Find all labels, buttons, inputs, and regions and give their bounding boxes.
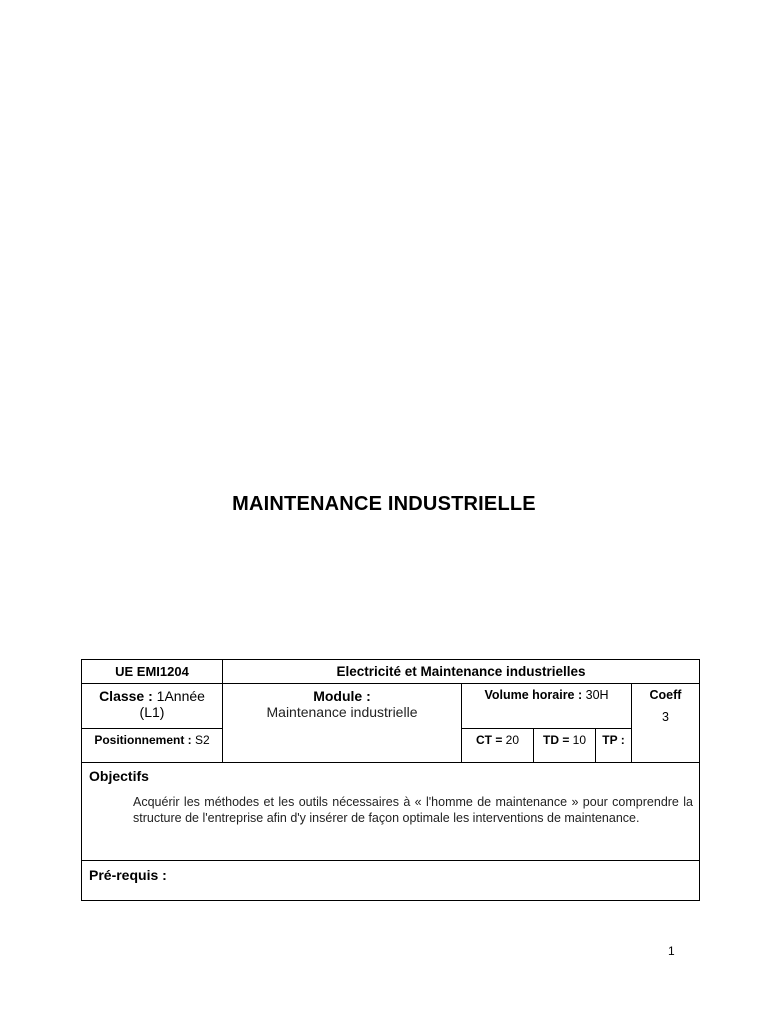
module-cell	[222, 683, 462, 763]
positionnement-cell	[81, 728, 223, 763]
tp-label: TP :	[602, 733, 625, 747]
prerequis-heading: Pré-requis :	[89, 867, 167, 883]
ct-cell	[461, 728, 534, 763]
classe-value: 1Année	[152, 688, 205, 704]
ue-title-cell	[222, 659, 700, 684]
objectifs-heading: Objectifs	[89, 768, 149, 784]
td-value: 10	[569, 733, 587, 747]
document-title: MAINTENANCE INDUSTRIELLE	[232, 493, 536, 515]
coeff-label: Coeff	[649, 688, 682, 702]
ct-value: 20	[502, 733, 520, 747]
prerequis-section	[81, 860, 700, 901]
coeff-value: 3	[662, 710, 669, 724]
coeff-cell	[631, 683, 700, 763]
objectifs-section	[81, 762, 700, 861]
positionnement-value: S2	[191, 733, 210, 747]
classe-cell	[81, 683, 223, 729]
page-number: 1	[668, 944, 675, 958]
ue-code-cell	[81, 659, 223, 684]
ue-title: Electricité et Maintenance industrielles	[336, 664, 586, 679]
tp-cell	[595, 728, 632, 763]
volume-horaire-cell	[461, 683, 632, 729]
volume-label: Volume horaire :	[484, 688, 583, 702]
ct-label: CT =	[475, 733, 503, 747]
positionnement-label: Positionnement :	[94, 733, 192, 747]
classe-label: Classe :	[99, 688, 153, 704]
td-cell	[533, 728, 596, 763]
module-value: Maintenance industrielle	[266, 704, 418, 720]
classe-value-line2: (L1)	[139, 704, 165, 720]
module-label: Module :	[313, 688, 371, 704]
ue-code: UE EMI1204	[115, 664, 189, 679]
objectifs-text: Acquérir les méthodes et les outils nécessaires à « l'homme de maintenance » pour comprendre la structure de l'entreprise afin d'y insérer de façon optimale les interventions de maintenance.	[133, 795, 693, 825]
td-label: TD =	[542, 733, 570, 747]
volume-value: 30H	[582, 688, 609, 702]
